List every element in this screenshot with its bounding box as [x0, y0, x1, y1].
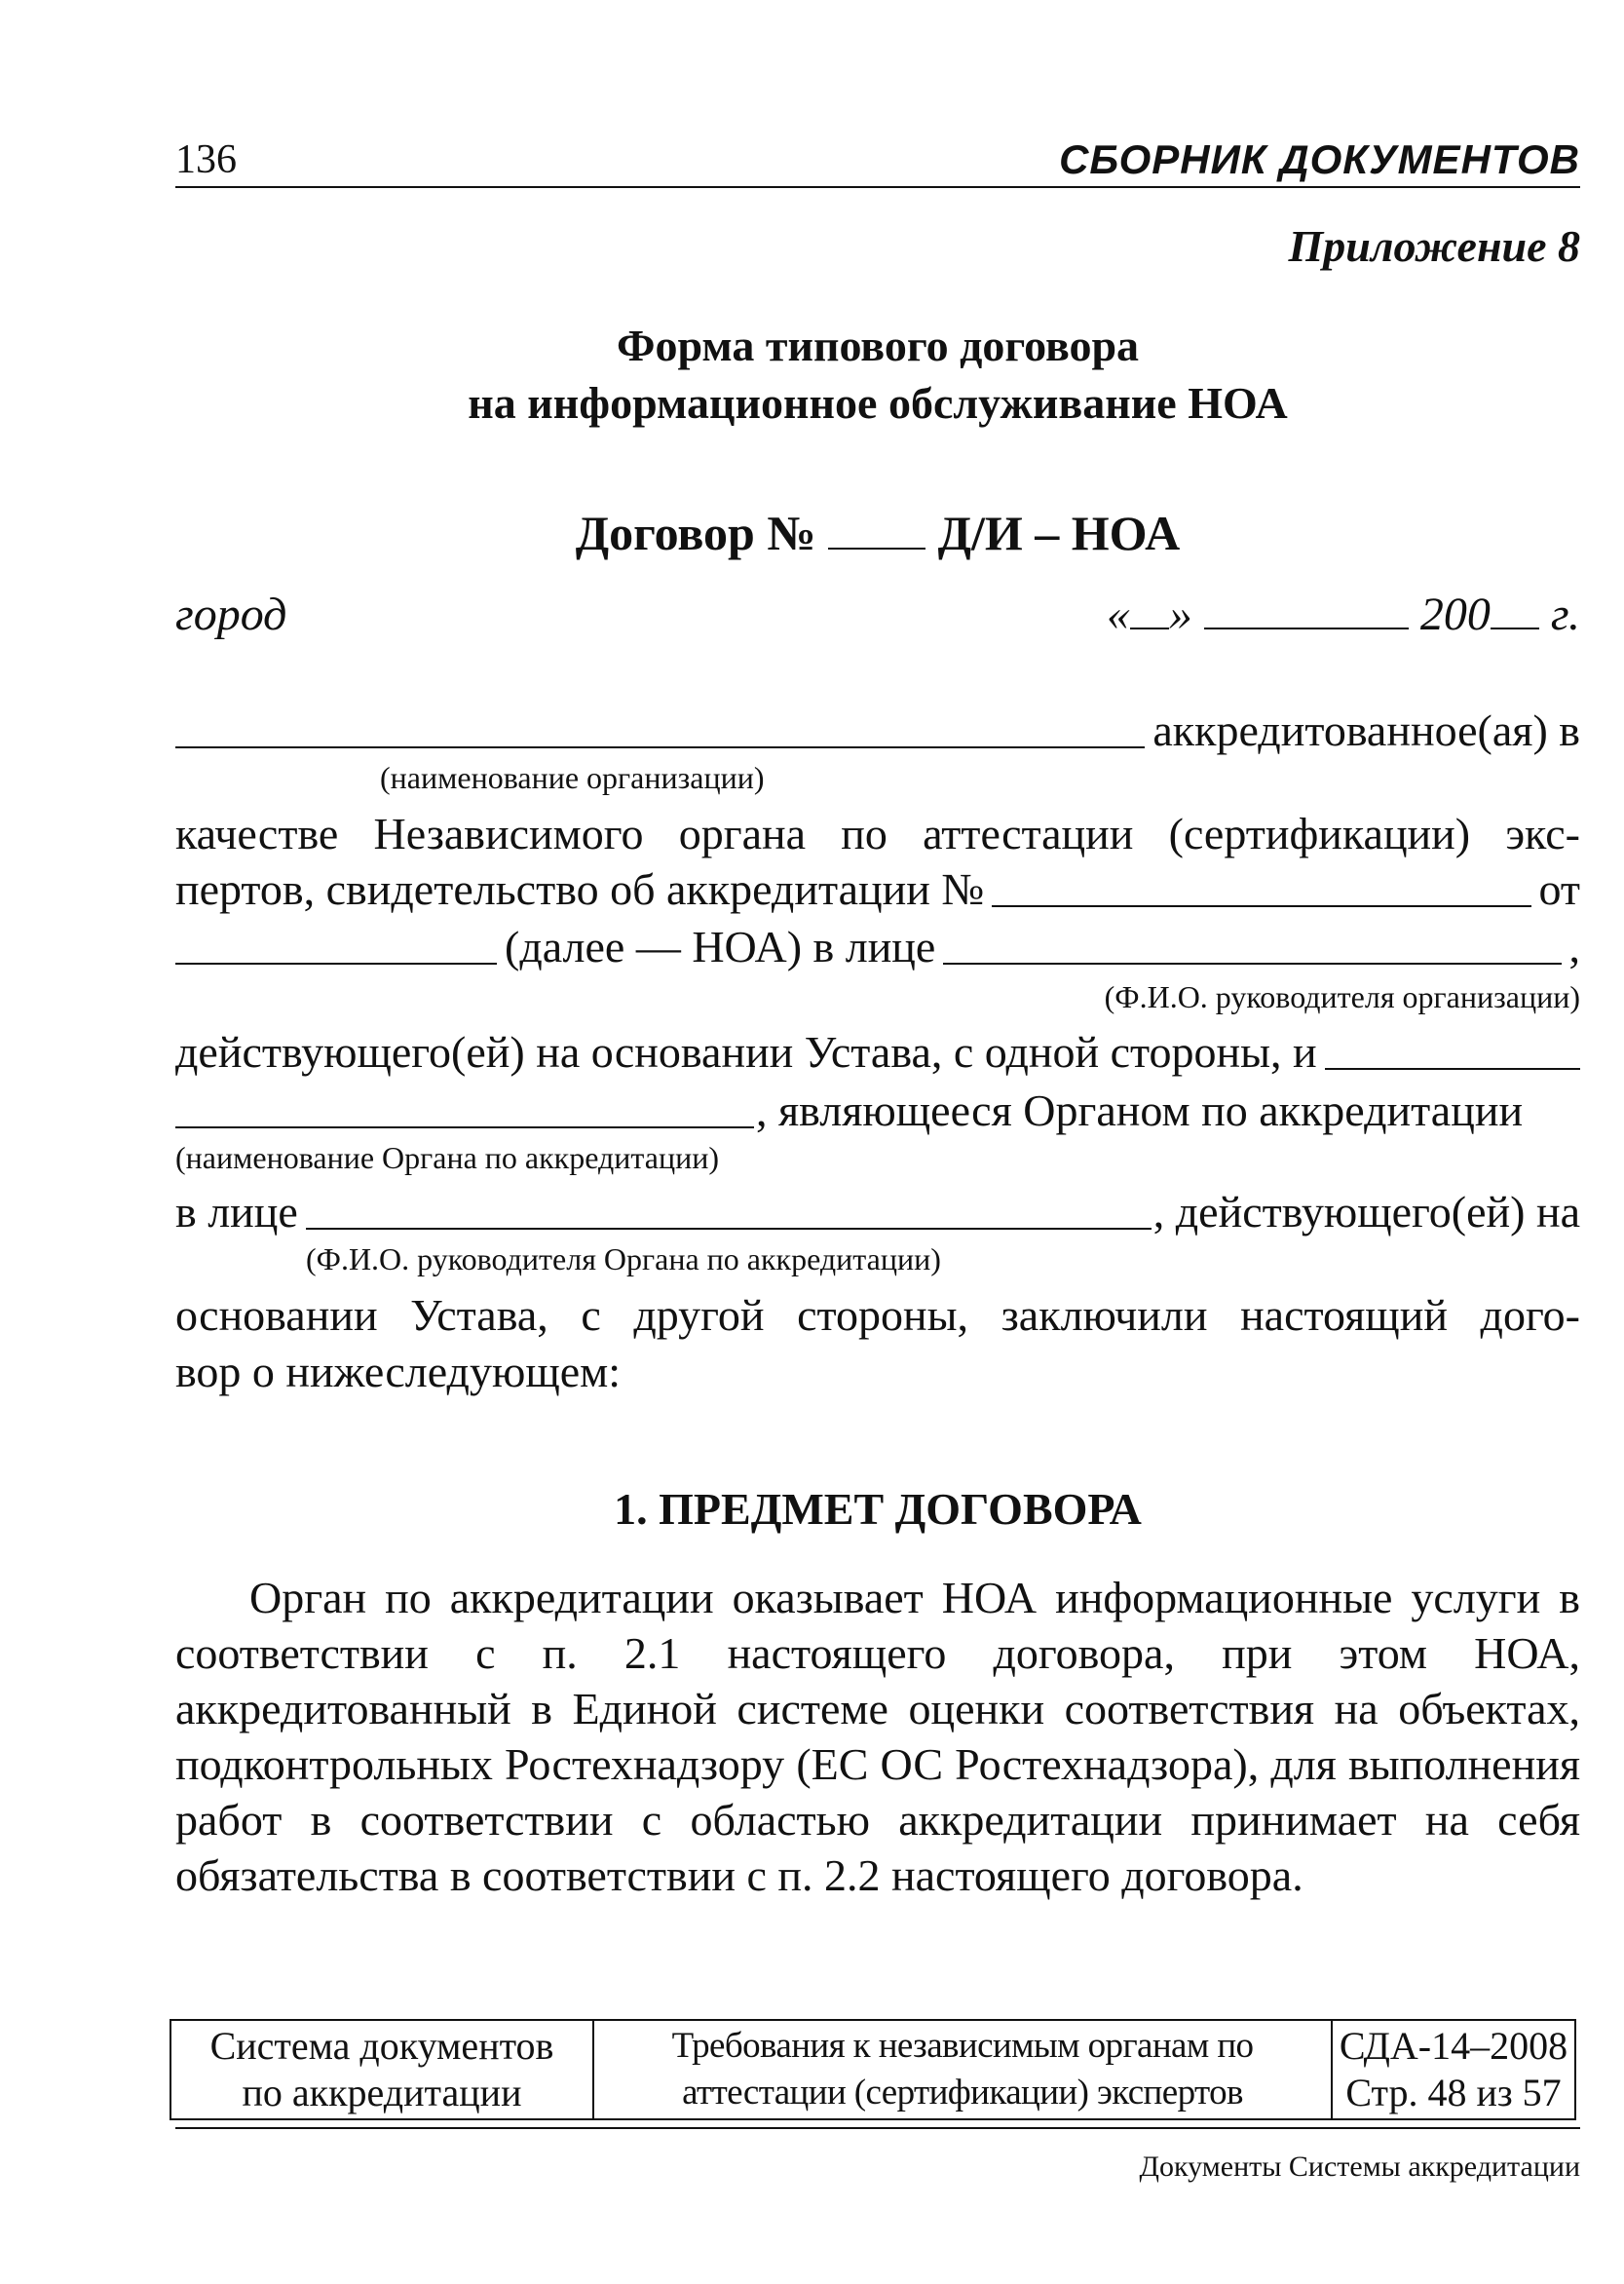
contract-number [175, 505, 1580, 561]
page-number: 136 [175, 137, 237, 182]
contract-number-blank [828, 509, 925, 550]
quote-open: « [1106, 589, 1130, 640]
caption-head: (Ф.И.О. руководителя организации) [1104, 979, 1580, 1014]
cell-line: СДА-14–2008 [1339, 2024, 1568, 2068]
day-blank [1130, 589, 1169, 629]
document-title-line1: Форма типового договора [616, 321, 1140, 370]
quote-close: » [1168, 589, 1192, 640]
section-paragraph: Орган по аккредитации оказывает НОА информационные услуги в соответствии с п. 2.1 настоящего договора, при этом НОА, аккредитованный в Единой системе оценки соответствия на объектах, подконтрольных Ростехнадзору (ЕС ОС Ростехнадзора), для выполнения работ в соответствии с областью аккредитации принимает на себя обязательства в соответствии с п. 2.2 настоящего договора. [175, 1573, 1580, 1900]
intro-text: основании Устава, с другой стороны, заключили настоящий дого- [175, 1290, 1580, 1340]
running-head: СБОРНИК ДОКУМЕНТОВ [1059, 136, 1580, 182]
intro-line-5 [175, 1025, 1580, 1080]
city-label: город [175, 589, 287, 640]
intro-text: (далее — НОА) в лице [505, 922, 936, 971]
cell-line: Требования к независимым органам по [671, 2026, 1254, 2066]
intro-line-2 [175, 807, 1580, 861]
intro-text: действующего(ей) на основании Устава, с одной стороны, и [175, 1027, 1317, 1077]
contract-prefix: Договор № [575, 506, 816, 560]
year-prefix: 200 [1419, 589, 1491, 640]
caption-body: (наименование Органа по аккредитации) [175, 1140, 720, 1175]
certificate-number-blank [992, 905, 1530, 907]
bottom-note: Документы Системы аккредитации [1139, 2151, 1580, 2183]
intro-text: пертов, свидетельство об аккредитации № [175, 864, 985, 914]
cell-line: Стр. 48 из 57 [1345, 2071, 1562, 2114]
bottom-rule [175, 2127, 1580, 2129]
intro-line-4 [175, 920, 1580, 974]
document-footer-table [170, 2019, 1576, 2120]
intro-text: в лице [175, 1187, 298, 1237]
code-cell [1332, 2020, 1575, 2119]
body-head-name-blank [306, 1228, 1152, 1230]
intro-text: , действующего(ей) на [1152, 1187, 1580, 1237]
org-name-blank [175, 746, 1145, 748]
intro-text: вор о нижеследующем: [175, 1347, 622, 1396]
section-heading: 1. ПРЕДМЕТ ДОГОВОРА [614, 1484, 1142, 1534]
intro-line-3 [175, 862, 1580, 917]
month-blank [1204, 589, 1409, 629]
body-name-blank-2 [175, 1126, 754, 1128]
requirements-cell [593, 2020, 1332, 2119]
appendix-label: Приложение 8 [1288, 221, 1580, 271]
intro-text: качестве Независимого органа по аттестации (сертификации) экс- [175, 809, 1580, 858]
date-line [1107, 588, 1580, 641]
intro-line-1 [175, 704, 1580, 758]
intro-line-9 [175, 1345, 1580, 1399]
cell-line: по аккредитации [242, 2071, 522, 2114]
year-suffix: г. [1550, 589, 1580, 640]
document-title-line2: на информационное обслуживание НОА [468, 378, 1288, 428]
intro-line-6 [175, 1084, 1580, 1138]
intro-text: , [1568, 922, 1580, 971]
cell-line: Система документов [209, 2024, 554, 2068]
intro-line-8 [175, 1288, 1580, 1343]
caption-org: (наименование организации) [380, 760, 765, 795]
intro-line-7 [175, 1185, 1580, 1239]
intro-text: аккредитованное(ая) в [1152, 705, 1580, 755]
body-name-blank [1325, 1068, 1580, 1070]
contract-suffix: Д/И – НОА [937, 506, 1181, 560]
system-cell [170, 2020, 593, 2119]
year-blank [1491, 589, 1539, 629]
certificate-date-blank [175, 963, 497, 965]
intro-text: , являющееся Органом по аккредитации [756, 1085, 1524, 1135]
intro-text: от [1538, 864, 1580, 914]
caption-body-head: (Ф.И.О. руководителя Органа по аккредитации) [306, 1241, 941, 1276]
head-name-blank [943, 963, 1561, 965]
header-rule [175, 186, 1580, 188]
cell-line: аттестации (сертификации) экспертов [682, 2073, 1243, 2113]
